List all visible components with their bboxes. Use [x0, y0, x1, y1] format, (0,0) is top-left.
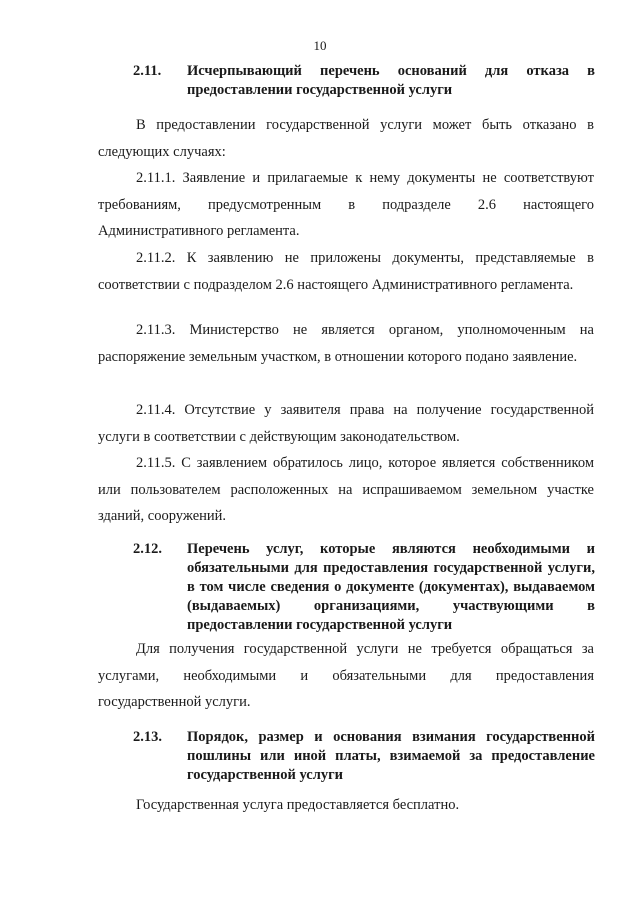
list-item: 2.11.5. С заявлением обратилось лицо, которое является собственником или пользователем расположенных на испрашиваемом земельном участке зданий, сооружений.: [98, 455, 594, 524]
section-heading-2-13: [104, 728, 595, 785]
section-heading-2-11: [104, 62, 595, 100]
section-title: Исчерпывающий перечень оснований для отказа в предоставлении государственной услуги: [187, 63, 595, 98]
section-number: 2.13.: [133, 729, 162, 745]
list-item: 2.11.4. Отсутствие у заявителя права на получение государственной услуги в соответствии с действующим законодательством.: [98, 402, 594, 445]
list-item: 2.11.2. К заявлению не приложены документы, представляемые в соответствии с подразделом 2.6 настоящего Административного регламента.: [98, 250, 594, 293]
paragraph-intro: В предоставлении государственной услуги может быть отказано в следующих случаях:: [98, 117, 594, 160]
section-number: 2.12.: [133, 541, 162, 557]
page-number: 10: [313, 38, 327, 53]
section-title: Порядок, размер и основания взимания государственной пошлины или иной платы, взимаемой за предоставление государственной услуги: [187, 729, 595, 783]
list-item: 2.11.1. Заявление и прилагаемые к нему документы не соответствуют требованиям, предусмотренным в подразделе 2.6 настоящего Административного регламента.: [98, 170, 594, 239]
section-number: 2.11.: [133, 63, 162, 79]
paragraph-body: Для получения государственной услуги не требуется обращаться за услугами, необходимыми и обязательными для предоставления государственной услуги.: [98, 641, 594, 710]
paragraph-body: Государственная услуга предоставляется бесплатно.: [136, 797, 460, 813]
section-title: Перечень услуг, которые являются необходимыми и обязательными для предоставления государственной услуги, в том числе сведения о документе (документах), выдаваемом (выдаваемых) организациями, участвующими в предоставлении государственной услуги: [187, 541, 595, 633]
section-heading-2-12: [104, 540, 595, 635]
list-item: 2.11.3. Министерство не является органом, уполномоченным на распоряжение земельным участком, в отношении которого подано заявление.: [98, 322, 594, 365]
